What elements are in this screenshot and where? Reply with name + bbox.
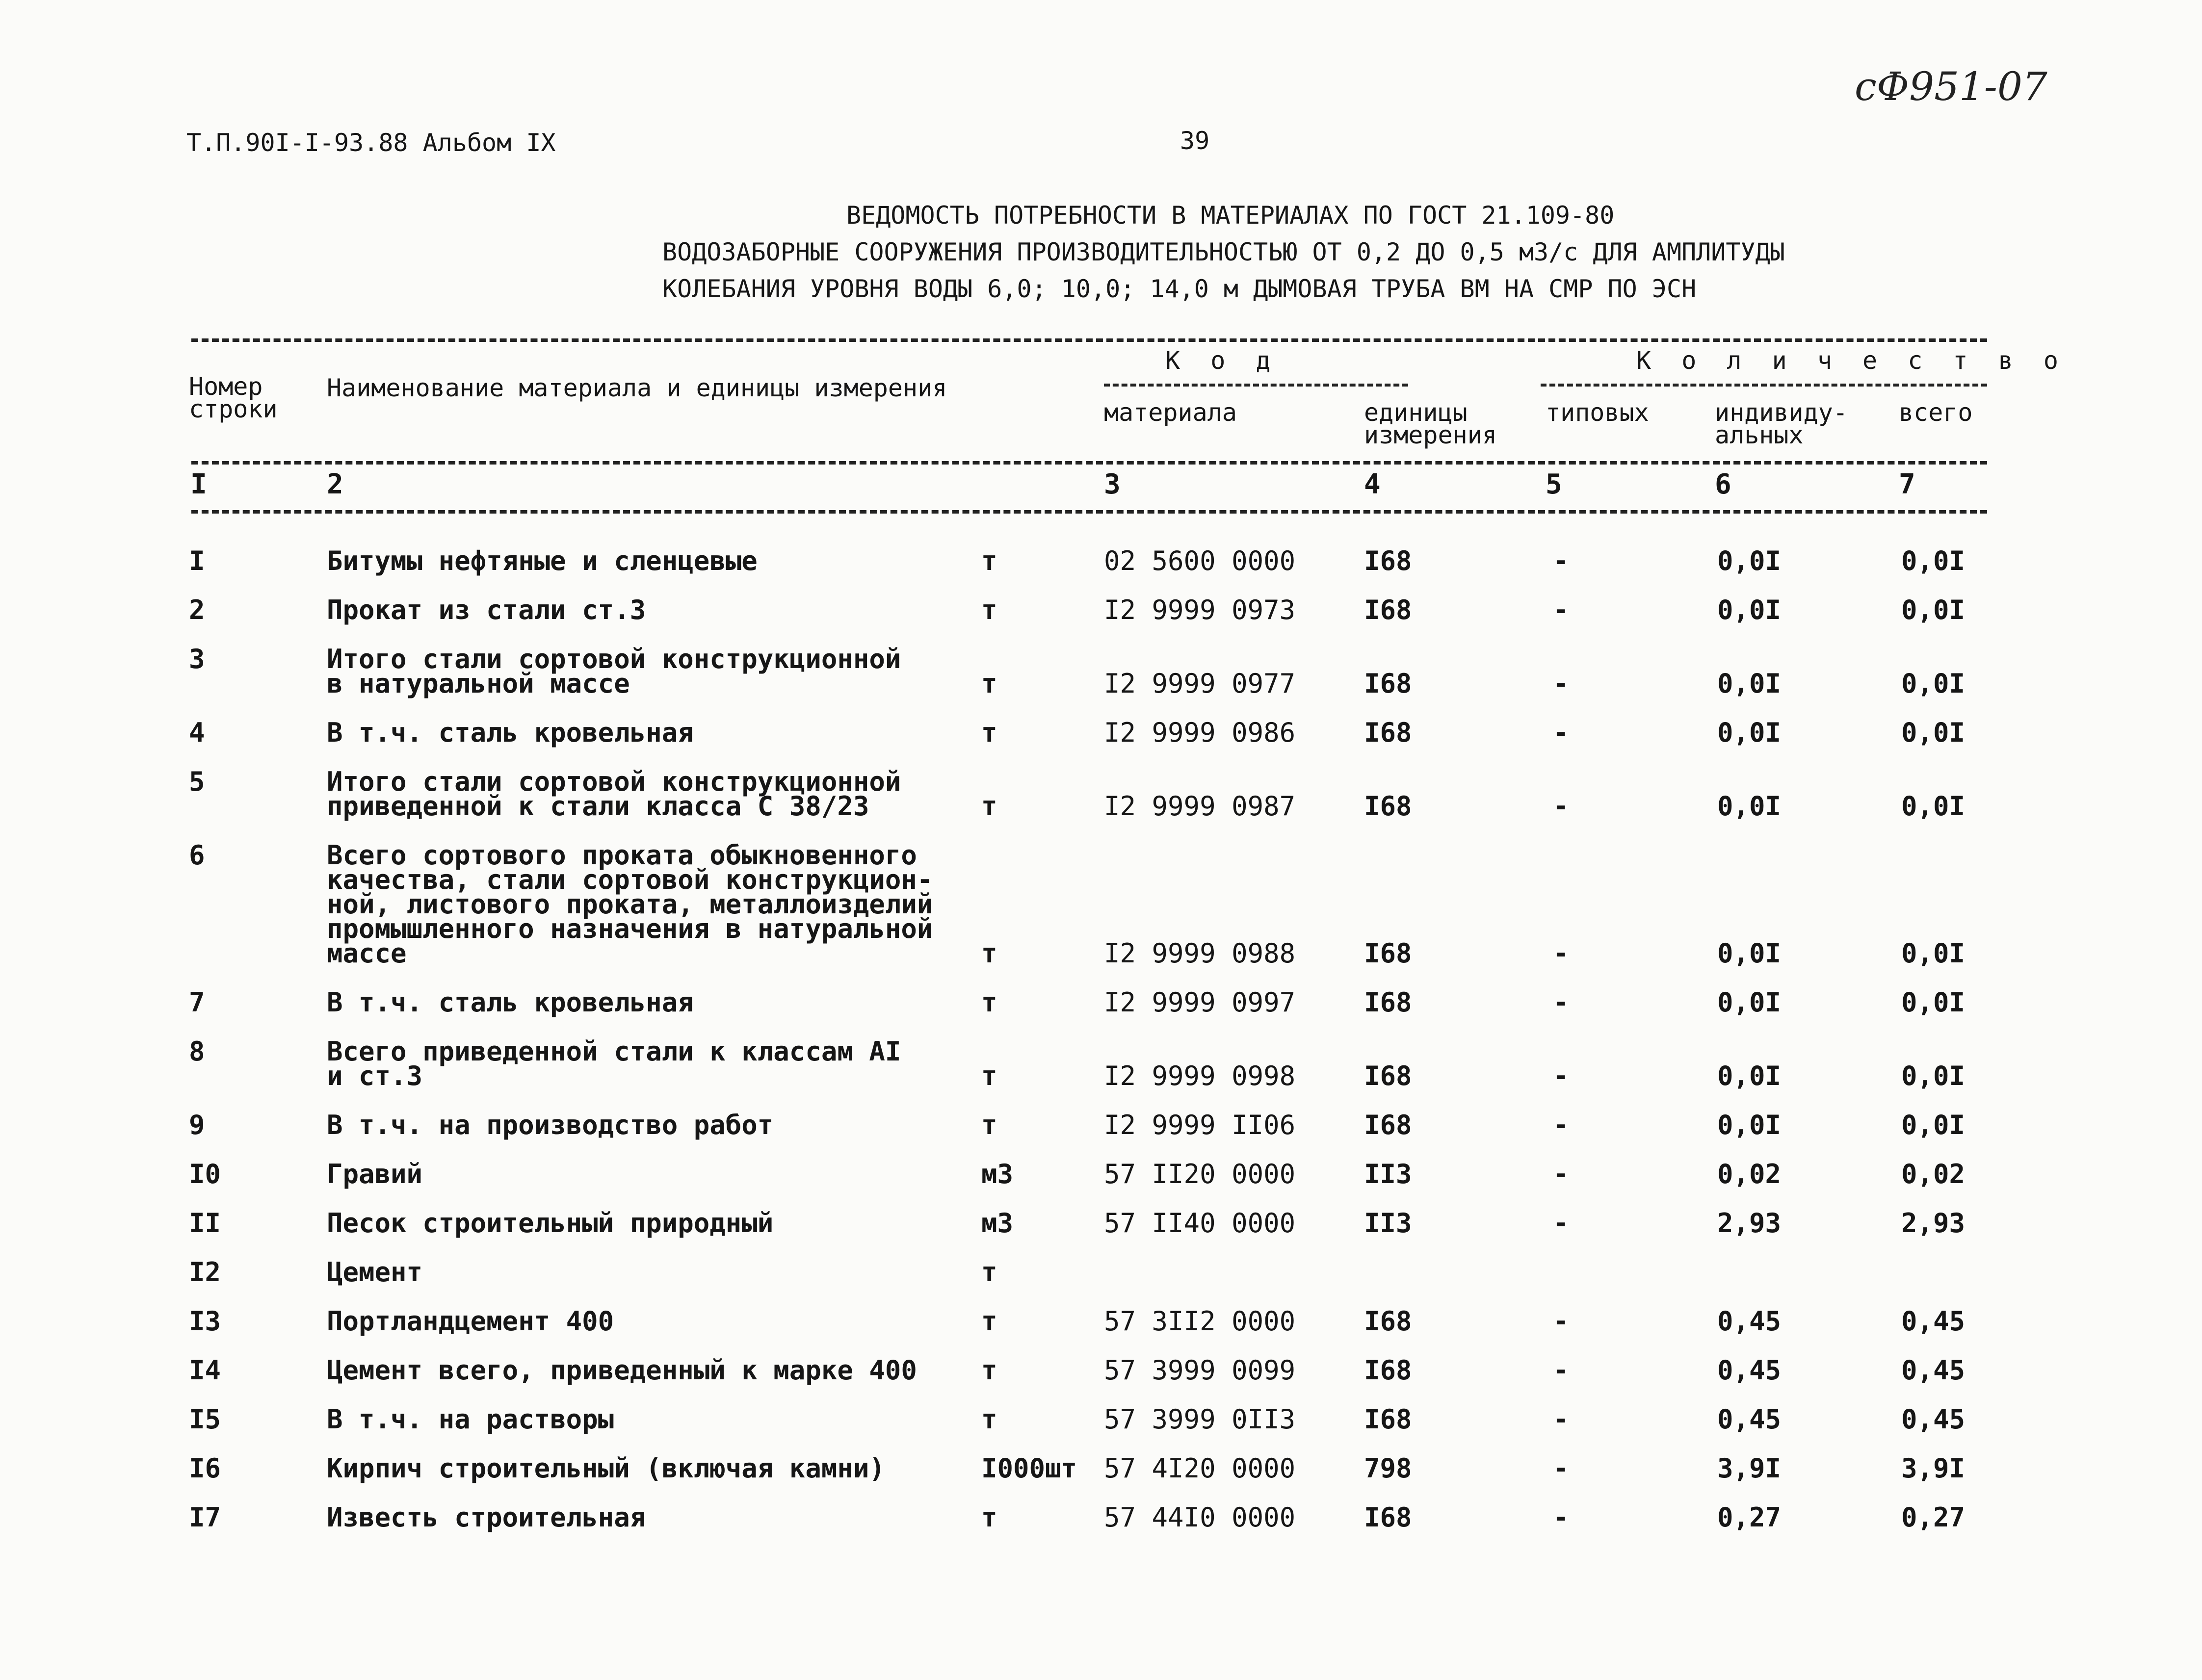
quantity-typical: - [1553, 717, 1569, 748]
unit-code: II3 [1364, 1208, 1412, 1239]
unit-code: I68 [1364, 1110, 1412, 1140]
unit-of-measure: т [981, 545, 997, 576]
material-name: Известь строительная [327, 1502, 646, 1533]
header-bottom-rule [191, 510, 1987, 514]
material-code: I2 9999 0973 [1104, 594, 1296, 625]
quantity-typical: - [1553, 1404, 1569, 1435]
header-code-unit: единицы измерения [1364, 398, 1497, 449]
material-code: 02 5600 0000 [1104, 545, 1296, 576]
header-code-material: материала [1104, 398, 1237, 427]
unit-code: I68 [1364, 594, 1412, 625]
col-number-1: I [190, 468, 207, 500]
quantity-typical: - [1553, 1208, 1569, 1239]
quantity-typical: - [1553, 987, 1569, 1018]
row-number: 7 [189, 987, 205, 1018]
header-quantity-group: К о л и ч е с т в о [1636, 346, 2066, 375]
unit-of-measure: т [981, 717, 997, 748]
material-name: Кирпич строительный (включая камни) [327, 1453, 885, 1484]
quantity-individual: 2,93 [1717, 1208, 1782, 1239]
col-number-5: 5 [1546, 468, 1562, 500]
material-name: В т.ч. на производство работ [327, 1110, 774, 1140]
unit-code: I68 [1364, 717, 1412, 748]
col-number-6: 6 [1715, 468, 1731, 500]
row-number: 8 [189, 1036, 205, 1067]
unit-of-measure: т [981, 987, 997, 1018]
table-top-rule [191, 338, 1987, 342]
quantity-typical: - [1553, 1502, 1569, 1533]
material-name: В т.ч. сталь кровельная [327, 717, 694, 748]
col-number-2: 2 [327, 468, 343, 500]
table-row [0, 1404, 2202, 1435]
quantity-individual: 0,0I [1717, 987, 1782, 1018]
quantity-total: 0,0I [1901, 987, 1966, 1018]
unit-of-measure: т [981, 1404, 997, 1435]
row-number: 6 [189, 840, 205, 871]
unit-code: I68 [1364, 938, 1412, 969]
col-number-7: 7 [1899, 468, 1915, 500]
material-name: Итого стали сортовой конструкционной в натуральной массе [327, 644, 901, 699]
material-code: I2 9999 II06 [1104, 1110, 1296, 1140]
unit-of-measure: т [981, 938, 997, 969]
material-name: Итого стали сортовой конструкционной приведенной к стали класса С 38/23 [327, 766, 901, 822]
row-number: I3 [189, 1306, 221, 1337]
unit-of-measure: т [981, 1257, 997, 1288]
material-code: I2 9999 0977 [1104, 668, 1296, 699]
material-name: В т.ч. сталь кровельная [327, 987, 694, 1018]
quantity-typical: - [1553, 1159, 1569, 1189]
material-code: I2 9999 0998 [1104, 1060, 1296, 1091]
statement-subtitle-2: КОЛЕБАНИЯ УРОВНЯ ВОДЫ 6,0; 10,0; 14,0 м ДЫМОВАЯ ТРУБА ВМ НА СМР ПО ЭСН [662, 275, 1697, 303]
header-qty-total: всего [1899, 398, 1973, 427]
quantity-individual: 0,45 [1717, 1404, 1782, 1435]
quantity-total: 0,0I [1901, 594, 1966, 625]
unit-of-measure: т [981, 1502, 997, 1533]
quantity-individual: 0,0I [1717, 594, 1782, 625]
unit-of-measure: т [981, 791, 997, 822]
quantity-individual: 0,0I [1717, 1060, 1782, 1091]
unit-of-measure: т [981, 1110, 997, 1140]
header-quantity-rule [1541, 384, 1987, 387]
quantity-individual: 3,9I [1717, 1453, 1782, 1484]
document-reference: Т.П.90I-I-93.88 Альбом IX [186, 129, 556, 157]
quantity-individual: 0,0I [1717, 791, 1782, 822]
row-number: II [189, 1208, 221, 1239]
unit-of-measure: м3 [981, 1208, 1014, 1239]
row-number: 5 [189, 766, 205, 797]
quantity-total: 2,93 [1901, 1208, 1966, 1239]
material-code: 57 44I0 0000 [1104, 1502, 1296, 1533]
table-row [0, 766, 2202, 822]
header-qty-individual: индивиду- альных [1715, 398, 1848, 449]
quantity-individual: 0,0I [1717, 668, 1782, 699]
unit-code: I68 [1364, 1060, 1412, 1091]
table-row [0, 1502, 2202, 1533]
material-name: Гравий [327, 1159, 423, 1189]
material-code: 57 II20 0000 [1104, 1159, 1296, 1189]
row-number: I7 [189, 1502, 221, 1533]
row-number: I0 [189, 1159, 221, 1189]
quantity-individual: 0,02 [1717, 1159, 1782, 1189]
table-row [0, 840, 2202, 969]
row-number: I2 [189, 1257, 221, 1288]
unit-code: 798 [1364, 1453, 1412, 1484]
quantity-total: 3,9I [1901, 1453, 1966, 1484]
material-code: 57 II40 0000 [1104, 1208, 1296, 1239]
header-row-number: Номер строки [189, 372, 278, 423]
header-qty-typical: типовых [1546, 398, 1649, 427]
quantity-typical: - [1553, 938, 1569, 969]
row-number: I6 [189, 1453, 221, 1484]
unit-code: I68 [1364, 545, 1412, 576]
quantity-individual: 0,45 [1717, 1355, 1782, 1386]
table-row [0, 1453, 2202, 1484]
unit-of-measure: т [981, 594, 997, 625]
material-name: Прокат из стали ст.3 [327, 594, 646, 625]
material-name: Всего сортового проката обыкновенного качества, стали сортовой конструкцион- ной, листового проката, металлоизделий промышленного назначения в натуральной массе [327, 840, 933, 969]
quantity-total: 0,0I [1901, 545, 1966, 576]
quantity-individual: 0,0I [1717, 1110, 1782, 1140]
quantity-typical: - [1553, 1110, 1569, 1140]
material-code: I2 9999 0988 [1104, 938, 1296, 969]
row-number: 9 [189, 1110, 205, 1140]
statement-title: ВЕДОМОСТЬ ПОТРЕБНОСТИ В МАТЕРИАЛАХ ПО ГОСТ 21.109-80 [846, 201, 1615, 230]
quantity-total: 0,45 [1901, 1404, 1966, 1435]
header-mid-rule [191, 461, 1987, 465]
unit-code: I68 [1364, 987, 1412, 1018]
material-code: 57 4I20 0000 [1104, 1453, 1296, 1484]
unit-code: I68 [1364, 1306, 1412, 1337]
quantity-individual: 0,45 [1717, 1306, 1782, 1337]
statement-subtitle-1: ВОДОЗАБОРНЫЕ СООРУЖЕНИЯ ПРОИЗВОДИТЕЛЬНОСТЬЮ ОТ 0,2 ДО 0,5 м3/с ДЛЯ АМПЛИТУДЫ [662, 238, 1785, 266]
quantity-total: 0,0I [1901, 1060, 1966, 1091]
header-code-group: К о д [1165, 346, 1279, 375]
quantity-total: 0,02 [1901, 1159, 1966, 1189]
unit-of-measure: т [981, 1355, 997, 1386]
quantity-total: 0,0I [1901, 717, 1966, 748]
handwritten-archive-code: сФ951-07 [1855, 64, 2047, 109]
row-number: 2 [189, 594, 205, 625]
table-row [0, 1208, 2202, 1239]
quantity-individual: 0,0I [1717, 717, 1782, 748]
quantity-typical: - [1553, 1060, 1569, 1091]
material-name: В т.ч. на растворы [327, 1404, 614, 1435]
material-name: Цемент [327, 1257, 423, 1288]
quantity-typical: - [1553, 1453, 1569, 1484]
row-number: 4 [189, 717, 205, 748]
material-code: 57 3999 0II3 [1104, 1404, 1296, 1435]
quantity-total: 0,45 [1901, 1306, 1966, 1337]
material-name: Песок строительный природный [327, 1208, 774, 1239]
table-row [0, 1159, 2202, 1189]
material-code: I2 9999 0986 [1104, 717, 1296, 748]
unit-code: II3 [1364, 1159, 1412, 1189]
header-material-name: Наименование материала и единицы измерения [327, 374, 947, 402]
table-row [0, 1306, 2202, 1337]
unit-code: I68 [1364, 791, 1412, 822]
quantity-total: 0,0I [1901, 668, 1966, 699]
quantity-total: 0,27 [1901, 1502, 1966, 1533]
page-number: 39 [1180, 127, 1210, 155]
quantity-typical: - [1553, 791, 1569, 822]
table-row [0, 1355, 2202, 1386]
quantity-typical: - [1553, 668, 1569, 699]
col-number-4: 4 [1364, 468, 1381, 500]
unit-of-measure: м3 [981, 1159, 1014, 1189]
unit-of-measure: I000шт [981, 1453, 1077, 1484]
row-number: 3 [189, 644, 205, 674]
material-name: Битумы нефтяные и сленцевые [327, 545, 758, 576]
material-name: Цемент всего, приведенный к марке 400 [327, 1355, 917, 1386]
quantity-individual: 0,27 [1717, 1502, 1782, 1533]
quantity-typical: - [1553, 594, 1569, 625]
quantity-total: 0,45 [1901, 1355, 1966, 1386]
col-number-3: 3 [1104, 468, 1121, 500]
unit-of-measure: т [981, 1306, 997, 1337]
quantity-typical: - [1553, 1355, 1569, 1386]
row-number: I4 [189, 1355, 221, 1386]
unit-code: I68 [1364, 1502, 1412, 1533]
unit-of-measure: т [981, 668, 997, 699]
unit-code: I68 [1364, 1355, 1412, 1386]
material-name: Портландцемент 400 [327, 1306, 614, 1337]
quantity-individual: 0,0I [1717, 545, 1782, 576]
quantity-total: 0,0I [1901, 791, 1966, 822]
header-code-rule [1104, 384, 1408, 387]
row-number: I [189, 545, 205, 576]
quantity-typical: - [1553, 1306, 1569, 1337]
material-code: I2 9999 0987 [1104, 791, 1296, 822]
row-number: I5 [189, 1404, 221, 1435]
material-code: 57 3II2 0000 [1104, 1306, 1296, 1337]
table-row [0, 1257, 2202, 1288]
material-code: 57 3999 0099 [1104, 1355, 1296, 1386]
material-code: I2 9999 0997 [1104, 987, 1296, 1018]
quantity-total: 0,0I [1901, 938, 1966, 969]
table-row [0, 987, 2202, 1018]
unit-code: I68 [1364, 1404, 1412, 1435]
quantity-total: 0,0I [1901, 1110, 1966, 1140]
unit-of-measure: т [981, 1060, 997, 1091]
quantity-individual: 0,0I [1717, 938, 1782, 969]
quantity-typical: - [1553, 545, 1569, 576]
material-name: Всего приведенной стали к классам АI и ст.3 [327, 1036, 901, 1091]
unit-code: I68 [1364, 668, 1412, 699]
